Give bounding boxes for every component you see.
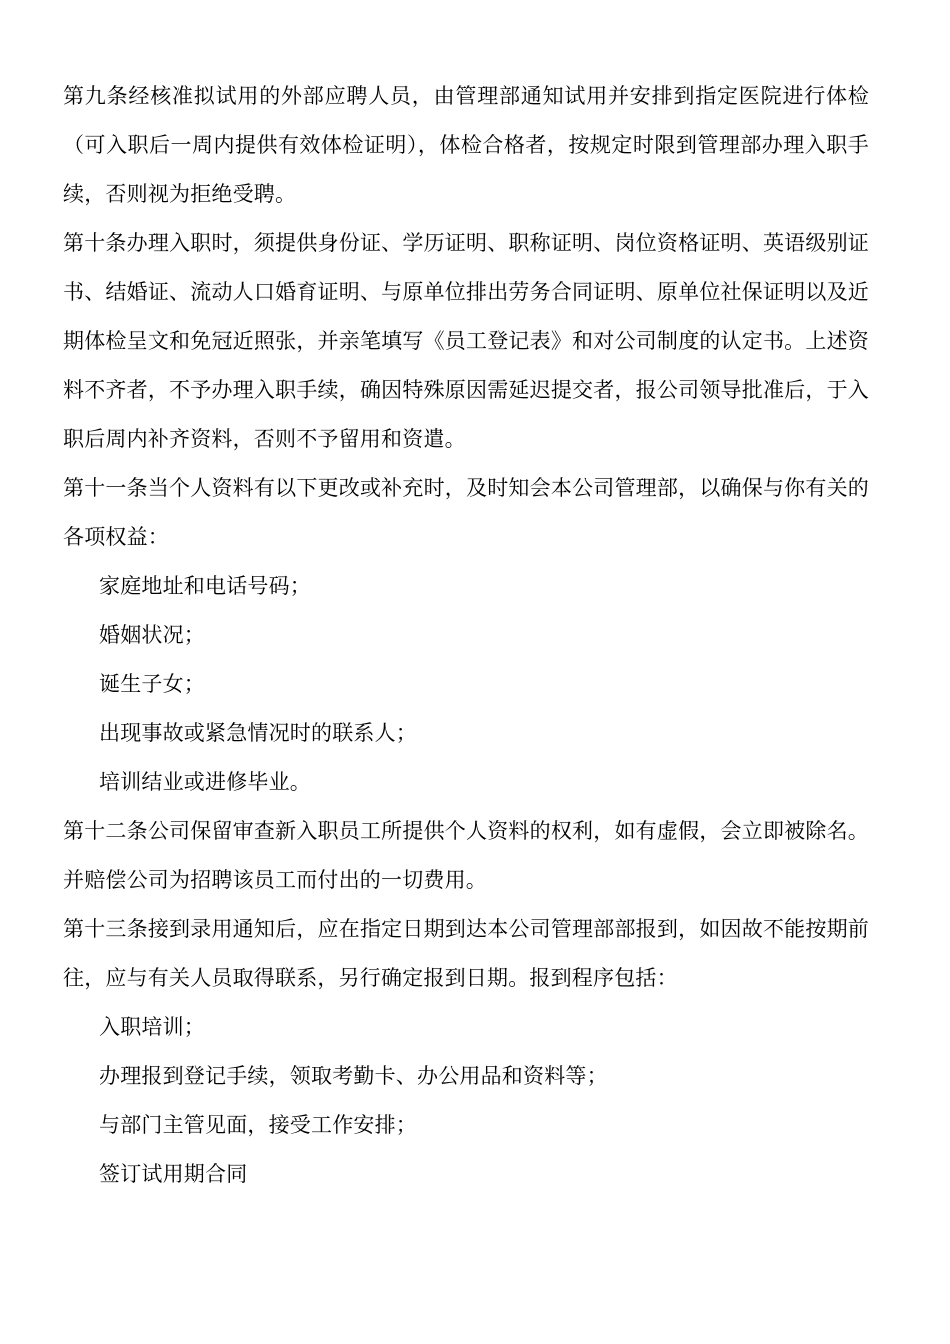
list-item: 婚姻状况； (99, 623, 205, 647)
article-12 (63, 807, 869, 905)
article-12-text: 第十二条公司保留审查新入职员工所提供个人资料的权利，如有虚假，会立即被除名。并赔偿公司为招聘该员工而付出的一切费用。 (63, 819, 869, 892)
list-item: 入职培训； (99, 1015, 205, 1039)
article-9 (63, 72, 869, 219)
list-item: 办理报到登记手续，领取考勤卡、办公用品和资料等； (99, 1064, 608, 1088)
list-item: 培训结业或进修毕业。 (99, 770, 311, 794)
document-body (63, 72, 869, 1199)
list-item: 诞生子女； (99, 672, 205, 696)
list-item: 与部门主管见面，接受工作安排； (99, 1113, 417, 1137)
article-11 (63, 464, 869, 807)
article-9-text: 第九条经核准拟试用的外部应聘人员，由管理部通知试用并安排到指定医院进行体检（可入职后一周内提供有效体检证明），体检合格者，按规定时限到管理部办理入职手续，否则视为拒绝受聘。 (63, 84, 869, 206)
article-10-text: 第十条办理入职时，须提供身份证、学历证明、职称证明、岗位资格证明、英语级别证书、结婚证、流动人口婚育证明、与原单位排出劳务合同证明、原单位社保证明以及近期体检呈文和免冠近照张，并亲笔填写《员工登记表》和对公司制度的认定书。上述资料不齐者，不予办理入职手续，确因特殊原因需延迟提交者，报公司领导批准后，于入职后周内补齐资料，否则不予留用和资遣。 (63, 231, 869, 451)
article-10 (63, 219, 869, 464)
list-item: 家庭地址和电话号码； (99, 574, 311, 598)
article-11-text: 第十一条当个人资料有以下更改或补充时，及时知会本公司管理部，以确保与你有关的各项权益： (63, 476, 869, 549)
list-item: 签订试用期合同 (99, 1162, 248, 1186)
article-11-list (63, 562, 869, 807)
article-13-text: 第十三条接到录用通知后，应在指定日期到达本公司管理部部报到，如因故不能按期前往，应与有关人员取得联系，另行确定报到日期。报到程序包括： (63, 917, 869, 990)
list-item: 出现事故或紧急情况时的联系人； (99, 721, 417, 745)
article-13 (63, 905, 869, 1199)
article-13-list (63, 1003, 869, 1199)
